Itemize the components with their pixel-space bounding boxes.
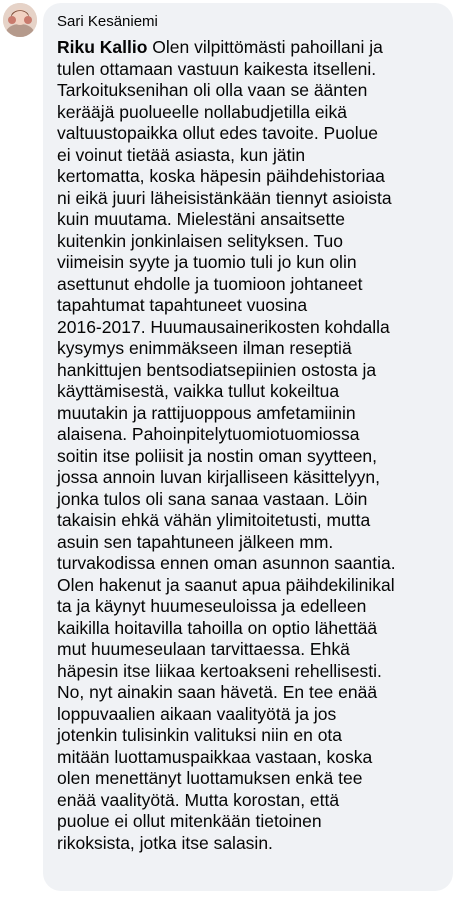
comment-line: jotenkin tulisinkin valituksi niin en ota bbox=[57, 725, 343, 745]
comment-line: Olen hakenut ja saanut apua päihdekilinikal bbox=[57, 574, 395, 595]
comment-line: valtuustopaikka ollut edes tavoite. Puolue bbox=[57, 123, 379, 143]
comment-line-text: Olen vilpittömästi pahoillani ja bbox=[147, 37, 383, 57]
comment-line: rikoksista, jotka itse salasin. bbox=[57, 832, 273, 853]
comment-line: asettunut ehdolle ja tuomioon johtaneet bbox=[57, 273, 363, 294]
comment-author[interactable]: Sari Kesäniemi bbox=[57, 13, 158, 30]
comment-line: tulen ottamaan vastuun kaikesta itselleni. bbox=[57, 58, 377, 79]
comment-line: No, nyt ainakin saan hävetä. En tee enää bbox=[57, 682, 378, 702]
comment-line: enää vaalityötä. Mutta korostan, että bbox=[57, 789, 340, 810]
comment-line: alaisena. Pahoinpitelytuomiotuomiossa bbox=[57, 424, 360, 444]
comment-line: kaikilla hoitavilla tahoilla on optio lähettää bbox=[57, 617, 378, 638]
comment-bubble bbox=[43, 3, 453, 891]
comment-line: viimeisin syyte ja tuomio tuli jo kun olin bbox=[57, 252, 357, 272]
comment-line: jossa annoin luvan kirjalliseen käsittelyyn, bbox=[57, 467, 380, 487]
comment-line: hankittujen bentsodiatsepiinien ostosta ja bbox=[57, 359, 377, 380]
comment-line: häpesin itse liikaa kertoakseni rehellisesti. bbox=[57, 660, 382, 681]
comment-line: mut huumeseulaan tarvittaessa. Ehkä bbox=[57, 639, 350, 659]
comment-line: Tarkoituksenihan oli olla vaan se äänten bbox=[57, 80, 368, 100]
comment-text bbox=[57, 37, 443, 854]
comment-line: mitään luottamuspaikkaa vastaan, koska bbox=[57, 746, 373, 767]
comment-line: puolue ei ollut mitenkään tietoinen bbox=[57, 811, 322, 831]
comment-line: ni eikä juuri läheisistänkään tiennyt asioista bbox=[57, 187, 392, 208]
comment-line: ei voinut tietää asiasta, kun jätin bbox=[57, 144, 306, 165]
comment-line: olen menettänyt luottamuksen enkä tee bbox=[57, 768, 363, 788]
comment-line: soitin itse poliisit ja nostin oman syytteen, bbox=[57, 445, 378, 466]
comment-line: tapahtumat tapahtuneet vuosina bbox=[57, 295, 308, 315]
comment-line: takaisin ehkä vähän ylimitoitetusti, mutta bbox=[57, 510, 371, 530]
comment-line: kuitenkin jonkinlaisen selityksen. Tuo bbox=[57, 230, 343, 251]
comment-line: jonka tulos oli sana sanaa vastaan. Löin bbox=[57, 488, 368, 509]
comment-line: kysymys enimmäkseen ilman reseptiä bbox=[57, 338, 352, 358]
mention-link[interactable]: Riku Kallio bbox=[57, 37, 148, 57]
avatar[interactable] bbox=[3, 3, 37, 37]
profile-photo-icon bbox=[3, 3, 37, 37]
comment-line: 2016-2017. Huumausainerikosten kohdalla bbox=[57, 316, 390, 337]
comment-line: turvakodissa ennen oman asunnon saantia. bbox=[57, 553, 396, 573]
comment-line: muutakin ja rattijuoppous amfetamiinin bbox=[57, 402, 356, 423]
comment-line: kertomatta, koska häpesin päihdehistoriaa bbox=[57, 166, 385, 186]
comment-line: kuin muutama. Mielestäni ansaitsette bbox=[57, 209, 345, 229]
comment-line: asuin sen tapahtuneen jälkeen mm. bbox=[57, 531, 334, 552]
comment-line: kerääjä puolueelle nollabudjetilla eikä bbox=[57, 101, 347, 122]
comment-line bbox=[57, 37, 443, 59]
comment-line: käyttämisestä, vaikka tullut kokeiltua bbox=[57, 381, 340, 401]
comment-line: loppuvaalien aikaan vaalityötä ja jos bbox=[57, 703, 337, 724]
comment-line: ta ja käynyt huumeseuloissa ja edelleen bbox=[57, 596, 367, 616]
